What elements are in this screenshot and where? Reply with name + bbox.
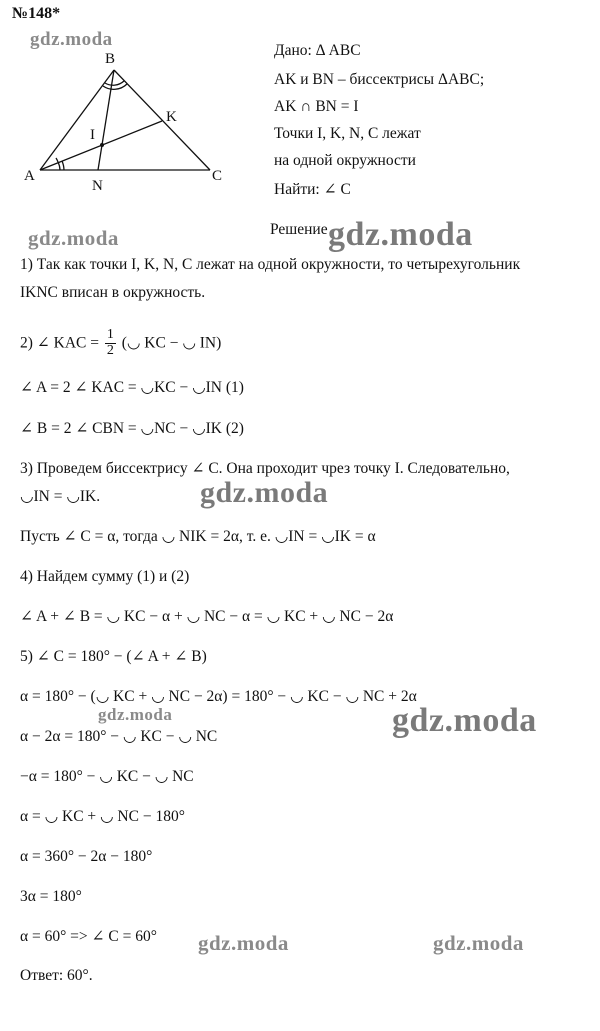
fraction-numerator: 1: [106, 327, 114, 342]
step-5b: α = 180° − (◡ KC + ◡ NC − 2α) = 180° − ◡ KC − ◡ NC + 2α: [20, 688, 417, 705]
given-line-5: на одной окружности: [274, 152, 416, 169]
label-n: N: [92, 178, 103, 194]
step-2b: ∠ A = 2 ∠ KAC = ◡KC − ◡IN (1): [20, 379, 244, 396]
watermark-large-2: gdz.moda: [200, 476, 329, 509]
step-5d: −α = 180° − ◡ KC − ◡ NC: [20, 768, 194, 785]
label-i: I: [90, 127, 95, 143]
watermark-top-left: gdz.moda: [30, 29, 113, 50]
given-line-6: Найти: ∠ C: [274, 181, 351, 198]
step-4b: ∠ A + ∠ B = ◡ KC − α + ◡ NC − α = ◡ KC + ◡ NC − 2α: [20, 608, 394, 625]
given-line-1: Дано: Δ ABC: [274, 42, 361, 59]
given-line-3: AK ∩ BN = I: [274, 98, 359, 115]
step-5a: 5) ∠ C = 180° − (∠ A + ∠ B): [20, 648, 207, 665]
step-3c: Пусть ∠ C = α, тогда ◡ NIK = 2α, т. е. ◡IN = ◡IK = α: [20, 528, 376, 545]
watermark-large-1: gdz.moda: [328, 216, 473, 253]
label-c: C: [212, 168, 223, 184]
problem-number: №148*: [12, 5, 61, 22]
side-bc: [114, 70, 210, 170]
angle-arc-a3: [56, 158, 58, 162]
step-3a: 3) Проведем биссектрису ∠ C. Она проходит чрез точку I. Следовательно,: [20, 460, 510, 477]
fraction-denominator: 2: [106, 342, 114, 358]
step-1b: IKNC вписан в окружность.: [20, 284, 206, 301]
watermark-small-mid: gdz.moda: [98, 705, 173, 724]
step-2a-right: (◡ KC − ◡ IN): [121, 334, 222, 352]
step-1a: 1) Так как точки I, K, N, C лежат на одной окружности, то четырехугольник: [20, 256, 521, 273]
given-line-4: Точки I, K, N, C лежат: [274, 125, 421, 142]
step-3b: ◡IN = ◡IK.: [20, 488, 101, 505]
step-5g: 3α = 180°: [20, 888, 82, 905]
answer: Ответ: 60°.: [20, 967, 93, 984]
point-i: [100, 143, 104, 147]
step-5f: α = 360° − 2α − 180°: [20, 848, 153, 865]
label-b: B: [105, 51, 116, 67]
given-line-2: AK и BN – биссектрисы ΔABC;: [274, 71, 485, 88]
solution-heading: Решение: [270, 221, 328, 238]
step-4a: 4) Найдем сумму (1) и (2): [20, 568, 190, 585]
label-k: K: [166, 109, 177, 125]
step-2a: [20, 328, 221, 358]
angle-arc-b1: [105, 81, 124, 85]
step-5e: α = ◡ KC + ◡ NC − 180°: [20, 808, 185, 825]
watermark-large-3: gdz.moda: [392, 702, 537, 739]
watermark-bottom-2: gdz.moda: [433, 931, 524, 955]
watermark-left-mid: gdz.moda: [28, 226, 119, 250]
angle-arc-a2: [62, 161, 64, 170]
watermark-bottom-1: gdz.moda: [198, 931, 289, 955]
step-2c: ∠ B = 2 ∠ CBN = ◡NC − ◡IK (2): [20, 420, 244, 437]
fraction-one-half: [105, 328, 116, 358]
triangle-figure: [0, 45, 250, 225]
angle-arc-a1: [58, 162, 60, 170]
step-2a-left: 2) ∠ KAC =: [20, 334, 99, 352]
step-5c: α − 2α = 180° − ◡ KC − ◡ NC: [20, 728, 218, 745]
label-a: A: [24, 168, 35, 184]
step-5h: α = 60° => ∠ C = 60°: [20, 928, 157, 945]
